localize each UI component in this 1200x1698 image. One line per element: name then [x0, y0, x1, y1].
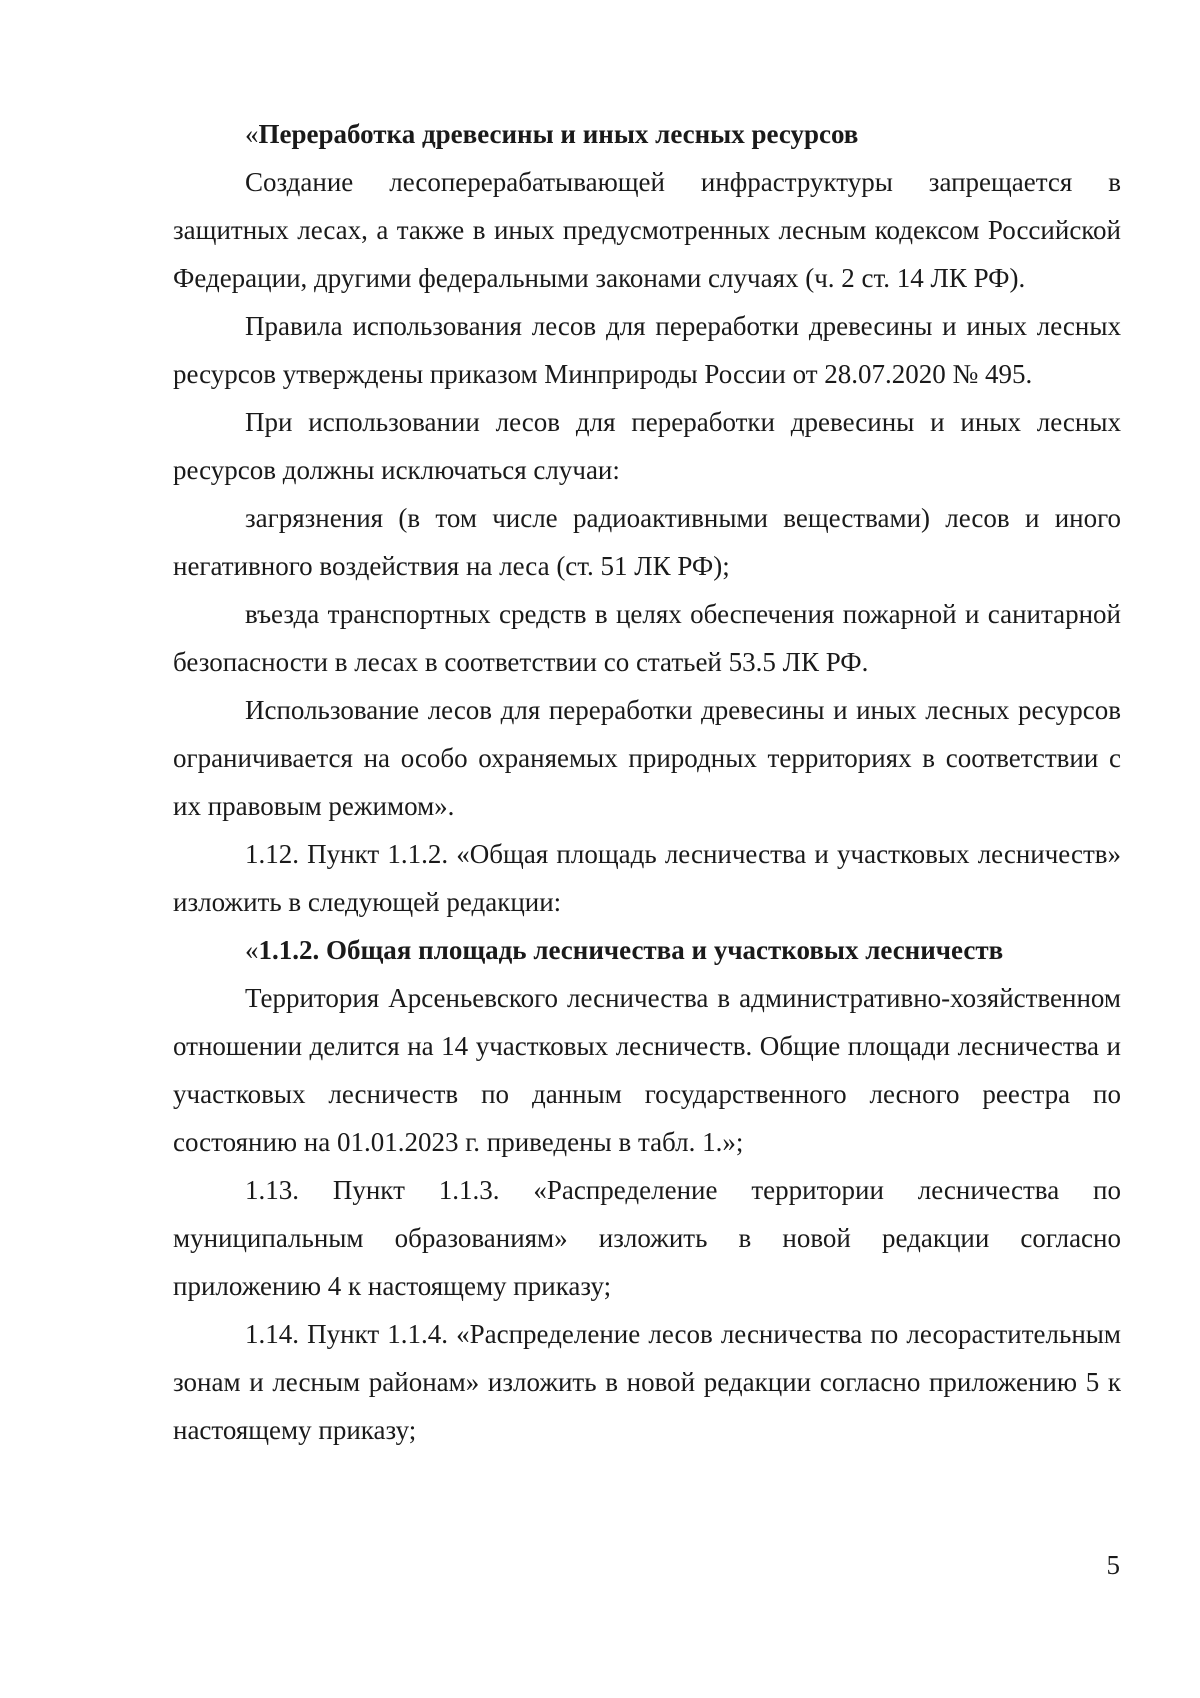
paragraph: 1.14. Пункт 1.1.4. «Распределение лесов лесничества по лесорастительным зонам и лесным районам» изложить в новой редакции согласно приложению 5 к настоящему приказу; — [173, 1319, 1121, 1445]
paragraph: загрязнения (в том числе радиоактивными веществами) лесов и иного негативного воздействия на леса (ст. 51 ЛК РФ); — [173, 503, 1121, 581]
paragraph: Правила использования лесов для переработки древесины и иных лесных ресурсов утверждены приказом Минприроды России от 28.07.2020 № 495. — [173, 311, 1121, 389]
section-heading-wood-processing: «Переработка древесины и иных лесных ресурсов — [245, 119, 859, 149]
document-page — [173, 110, 1121, 1454]
paragraph: 1.13. Пункт 1.1.3. «Распределение территории лесничества по муниципальным образованиям» изложить в новой редакции согласно приложению 4 к настоящему приказу; — [173, 1175, 1121, 1301]
paragraph: 1.12. Пункт 1.1.2. «Общая площадь лесничества и участковых лесничеств» изложить в следующей редакции: — [173, 839, 1121, 917]
page-number: 5 — [1106, 1550, 1120, 1580]
paragraph: Использование лесов для переработки древесины и иных лесных ресурсов ограничивается на особо охраняемых природных территориях в соответствии с их правовым режимом». — [173, 695, 1121, 821]
paragraph: въезда транспортных средств в целях обеспечения пожарной и санитарной безопасности в лесах в соответствии со статьей 53.5 ЛК РФ. — [173, 599, 1121, 677]
paragraph: При использовании лесов для переработки древесины и иных лесных ресурсов должны исключаться случаи: — [173, 407, 1121, 485]
paragraph: Территория Арсеньевского лесничества в административно-хозяйственном отношении делится на 14 участковых лесничеств. Общие площади лесничества и участковых лесничеств по данным государственного лесного реестра по состоянию на 01.01.2023 г. приведены в табл. 1.»; — [173, 983, 1121, 1157]
paragraph: Создание лесоперерабатывающей инфраструктуры запрещается в защитных лесах, а также в иных предусмотренных лесным кодексом Российской Федерации, другими федеральными законами случаях (ч. 2 ст. 14 ЛК РФ). — [173, 167, 1121, 293]
section-heading-forestry-area: «1.1.2. Общая площадь лесничества и участковых лесничеств — [245, 935, 1004, 965]
